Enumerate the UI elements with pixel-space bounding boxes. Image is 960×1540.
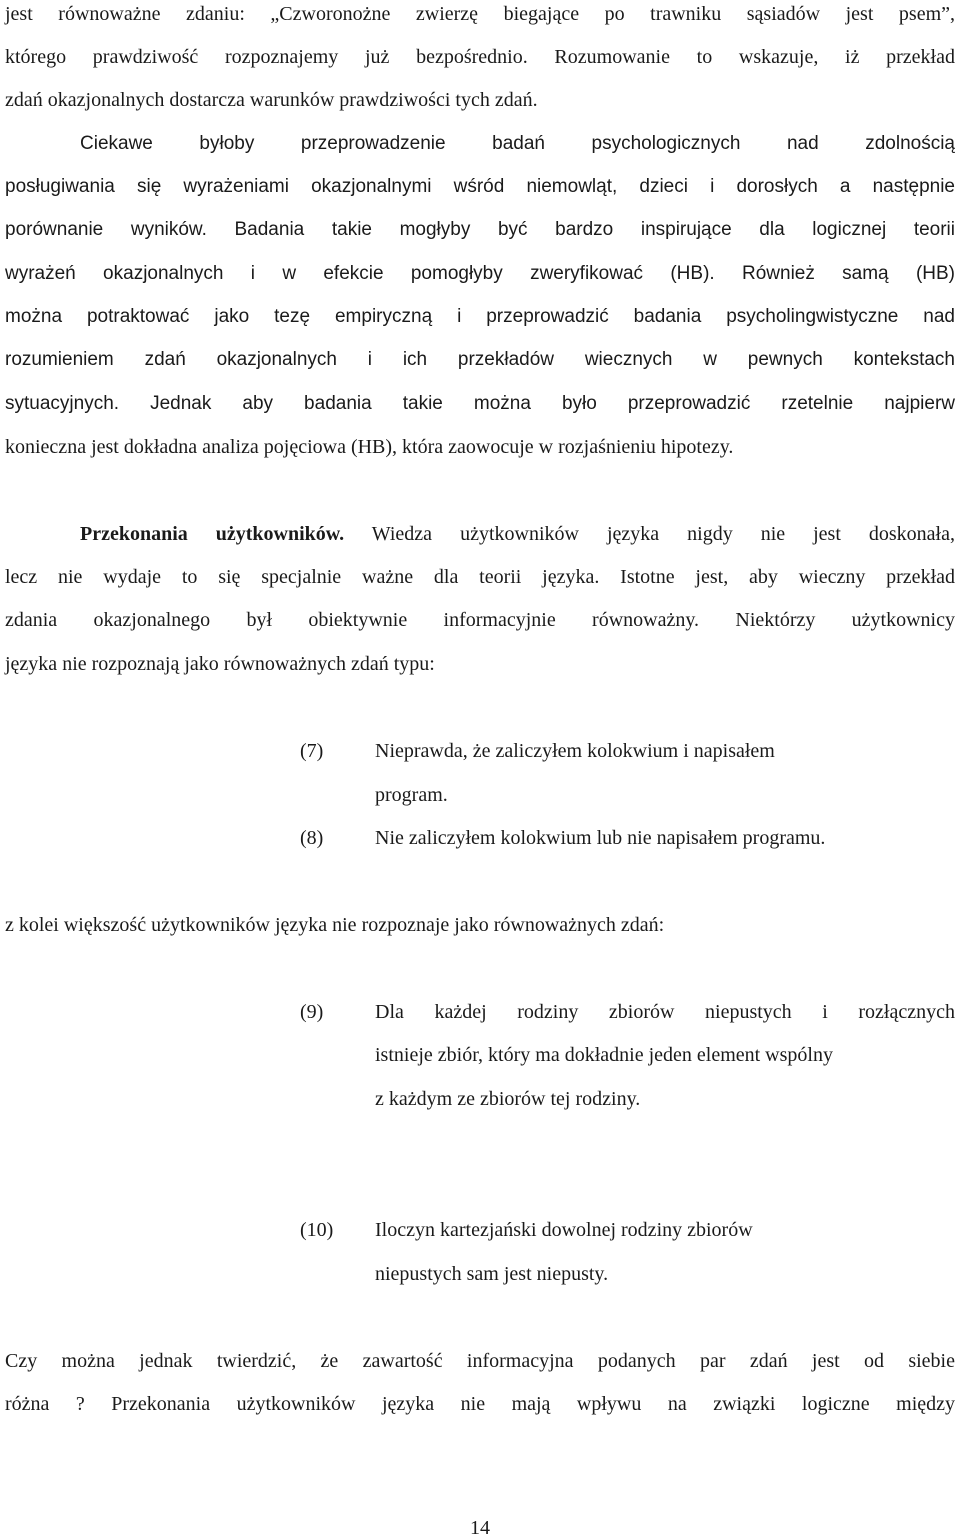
- text-line: języka nie rozpoznają jako równoważnych zdań typu:: [5, 653, 435, 675]
- example-line: istnieje zbiór, który ma dokładnie jeden element wspólny: [375, 1044, 833, 1066]
- example-number: (8): [300, 827, 324, 849]
- example-number: (10): [300, 1219, 334, 1241]
- example-number: (9): [300, 1001, 324, 1023]
- section-heading: Przekonania użytkowników.: [80, 523, 345, 545]
- text-line: można potraktować jako tezę empiryczną i przeprowadzić badania psycholingwistyczne nad: [5, 306, 955, 327]
- text-line: konieczna jest dokładna analiza pojęciowa (HB), która zaowocuje w rozjaśnieniu hipotezy.: [5, 436, 734, 458]
- text-line: lecz nie wydaje to się specjalnie ważne dla teorii języka. Istotne jest, aby wieczny przekład: [5, 566, 955, 588]
- page-number: 14: [470, 1517, 490, 1539]
- text-line: rozumieniem zdań okazjonalnych i ich przekładów wiecznych w pewnych kontekstach: [5, 349, 955, 370]
- text-line: jest równoważne zdaniu: „Czworonożne zwierzę biegające po trawniku sąsiadów jest psem”,: [5, 3, 955, 25]
- text-line: Czy można jednak twierdzić, że zawartość informacyjna podanych par zdań jest od siebie: [5, 1350, 955, 1372]
- text-line: [80, 522, 955, 546]
- example-number: (7): [300, 740, 324, 762]
- text-line: różna ? Przekonania użytkowników języka nie mają wpływu na związki logiczne między: [5, 1393, 955, 1415]
- paragraph-majority-users: z kolei większość użytkowników języka nie rozpoznaje jako równoważnych zdań:: [5, 914, 665, 936]
- text-line: zdań okazjonalnych dostarcza warunków prawdziwości tych zdań.: [5, 89, 538, 111]
- example-line: Nieprawda, że zaliczyłem kolokwium i napisałem: [375, 740, 775, 762]
- text-line: zdania okazjonalnego był obiektywnie informacyjnie równoważny. Niektórzy użytkownicy: [5, 609, 955, 631]
- text-line: posługiwania się wyrażeniami okazjonalnymi wśród niemowląt, dzieci i dorosłych a następnie: [5, 176, 955, 197]
- text-run: Wiedza użytkowników języka nigdy nie jest doskonała,: [344, 523, 955, 545]
- text-line: którego prawdziwość rozpoznajemy już bezpośrednio. Rozumowanie to wskazuje, iż przekład: [5, 46, 955, 68]
- example-line: niepustych sam jest niepusty.: [375, 1263, 609, 1285]
- example-line: Dla każdej rodziny zbiorów niepustych i rozłącznych: [375, 1001, 955, 1023]
- text-line: Ciekawe byłoby przeprowadzenie badań psychologicznych nad zdolnością: [80, 133, 955, 154]
- text-line: sytuacyjnych. Jednak aby badania takie można było przeprowadzić rzetelnie najpierw: [5, 393, 955, 414]
- example-line: program.: [375, 784, 448, 806]
- text-line: wyrażeń okazjonalnych i w efekcie pomogłyby zweryfikować (HB). Również samą (HB): [5, 263, 955, 284]
- example-line: Nie zaliczyłem kolokwium lub nie napisałem programu.: [375, 827, 826, 849]
- text-line: porównanie wyników. Badania takie mogłyby być bardzo inspirujące dla logicznej teorii: [5, 219, 955, 240]
- example-line: Iloczyn kartezjański dowolnej rodziny zbiorów: [375, 1219, 753, 1241]
- example-line: z każdym ze zbiorów tej rodziny.: [375, 1088, 641, 1110]
